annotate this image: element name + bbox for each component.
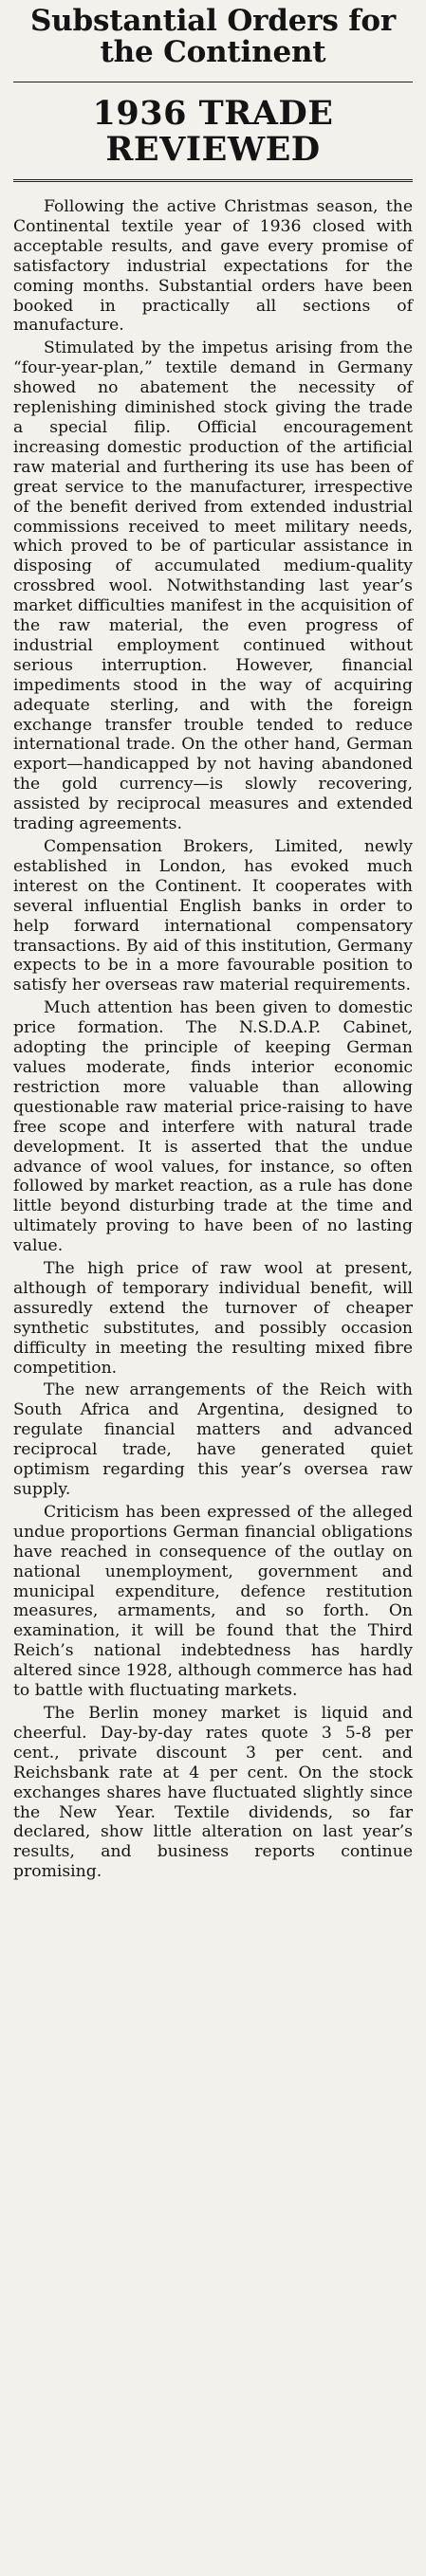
divider-double-rule (13, 179, 413, 182)
paragraph: The high price of raw wool at present, although of temporary individual benefit, will assuredly extend the turnover of cheaper synthetic substitutes, and possibly occasion difficulty in meeting the resulting mixed fibre competition. (13, 1259, 413, 1378)
paragraph: Much attention has been given to domestic price formation. The N.S.D.A.P. Cabinet, adopting the principle of keeping German values moderate, finds interior economic restriction more valuable than allowing questionable raw material price-raising to have free scope and interfere with natural trade development. It is asserted that the undue advance of wool values, for instance, so often followed by market reaction, as a rule has done little beyond disturbing trade at the time and ultimately proving to have been of no lasting value. (13, 998, 413, 1256)
paragraph: Stimulated by the impetus arising from the “four-year-plan,” textile demand in Germany showed no abatement the necessity of replenishing diminished stock giving the trade a special filip. Official encouragement increasing domestic production of the artificial raw material and furthering its use has been of great service to the manufacturer, irrespective of the benefit derived from extended industrial commissions received to meet military needs, which proved to be of particular assistance in disposing of accumulated medium-quality crossbred wool. Notwithstanding last year’s market difficulties manifest in the acquisition of the raw material, the even progress of industrial employment continued without serious interruption. However, financial impediments stood in the way of acquiring adequate sterling, and with the foreign exchange transfer trouble tended to reduce international trade. On the other hand, German export—handicapped by not having abandoned the gold currency—is slowly recovering, assisted by reciprocal measures and extended trading agreements. (13, 338, 413, 834)
paragraph: Following the active Christmas season, the Continental textile year of 1936 closed with acceptable results, and gave every promise of satisfactory industrial expectations for the coming months. Substantial orders have been booked in practically all sections of manufacture. (13, 197, 413, 336)
headline: 1936 TRADE REVIEWED (92, 94, 334, 169)
paragraph: Criticism has been expressed of the alleged undue proportions German financial obligations have reached in consequence of the outlay on national unemployment, government and municipal expenditure, defence restitution measures, armaments, and so forth. On examination, it will be found that the Third Reich’s national indebtedness has hardly altered since 1928, although commerce has had to battle with fluctuating markets. (13, 1502, 413, 1701)
paragraph: The Berlin money market is liquid and cheerful. Day-by-day rates quote 3 5-8 per cent., private discount 3 per cent. and Reichsbank rate at 4 per cent. On the stock exchanges shares have fluctuated slightly since the New Year. Textile dividends, so far declared, show little alteration on last year’s results, and business reports continue promising. (13, 1703, 413, 1882)
paragraph: Compensation Brokers, Limited, newly established in London, has evoked much interest on the Continent. It cooperates with several influential English banks in order to help forward international compensatory transactions. By aid of this institution, Germany expects to be in a more favourable position to satisfy her overseas raw material requirements. (13, 837, 413, 996)
subheading: Substantial Orders for the Continent (29, 4, 396, 69)
paragraph: The new arrangements of the Reich with South Africa and Argentina, designed to regulate financial matters and advanced reciprocal trade, have generated quiet optimism regarding this year’s oversea raw supply. (13, 1380, 413, 1499)
article-body (13, 197, 413, 1882)
